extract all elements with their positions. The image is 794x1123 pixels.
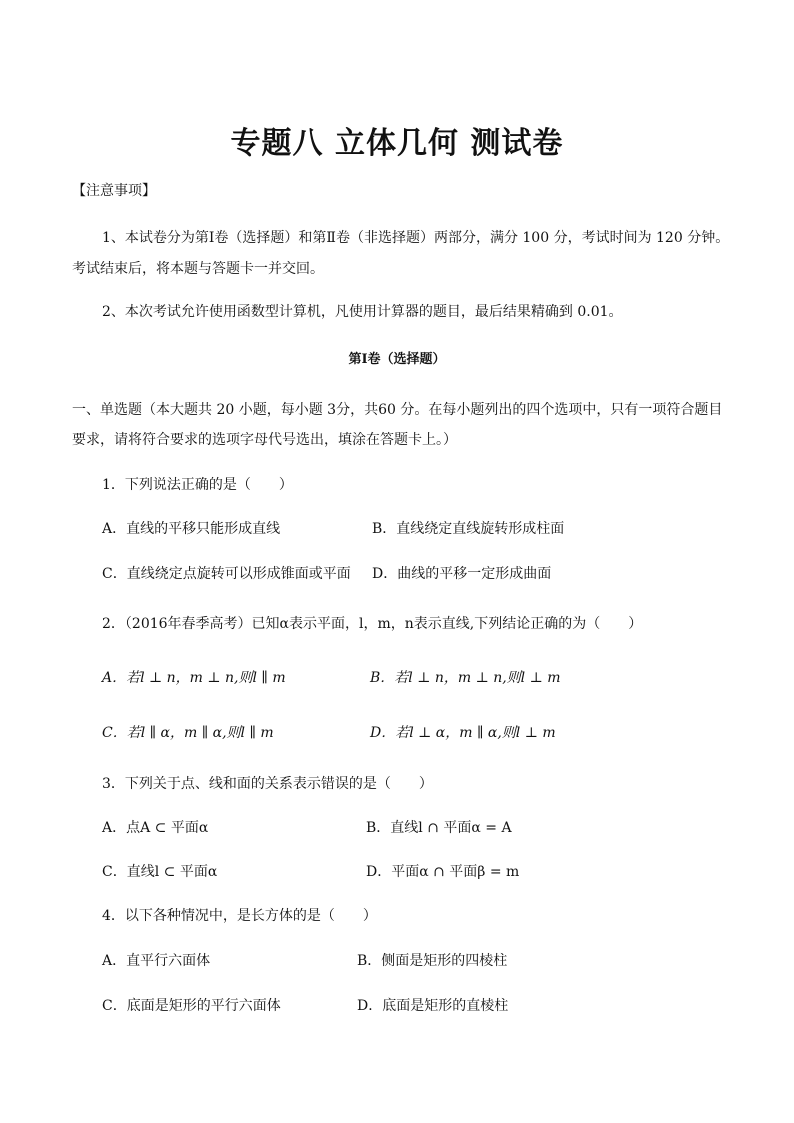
- section-instructions-line-2: 要求，请将符合要求的选项字母代号选出，填涂在答题卡上。）: [72, 432, 457, 448]
- page-title: 专题八 立体几何 测试卷: [230, 126, 564, 161]
- notice-item-1-line-2: 考试结束后，将本题与答题卡一并交回。: [72, 261, 324, 277]
- question-4-option-b: B．侧面是矩形的四棱柱: [357, 953, 508, 969]
- part-title: 第Ⅰ卷（选择题）: [348, 352, 446, 367]
- question-1-option-b: B．直线绕定直线旋转形成柱面: [372, 521, 565, 537]
- question-4-option-d: D．底面是矩形的直棱柱: [357, 998, 509, 1014]
- notice-heading: 【注意事项】: [72, 183, 156, 199]
- question-2-option-c: C．若l ∥ α，m ∥ α,则l ∥ m: [102, 725, 274, 741]
- question-4-option-a: A．直平行六面体: [102, 953, 211, 969]
- question-1-stem: 1．下列说法正确的是（ ）: [102, 477, 293, 493]
- question-4-option-c: C．底面是矩形的平行六面体: [102, 998, 281, 1014]
- question-2-option-d: D．若l ⊥ α，m ∥ α,则l ⊥ m: [370, 725, 556, 741]
- notice-item-2: 2、本次考试允许使用函数型计算机，凡使用计算器的题目，最后结果精确到 0.01。: [102, 304, 623, 320]
- question-3-stem: 3．下列关于点、线和面的关系表示错误的是（ ）: [102, 776, 433, 792]
- section-instructions-line-1: 一、单选题（本大题共 20 小题，每小题 3分，共60 分。在每小题列出的四个选项中，只有一项符合题目: [72, 402, 723, 418]
- question-3-option-d: D．平面α ∩ 平面β = m: [366, 864, 520, 880]
- question-1-option-d: D．曲线的平移一定形成曲面: [372, 566, 552, 582]
- question-3-option-c: C．直线l ⊂ 平面α: [102, 864, 218, 880]
- question-1-option-c: C．直线绕定点旋转可以形成锥面或平面: [102, 566, 351, 582]
- question-2-option-b: B．若l ⊥ n，m ⊥ n,则l ⊥ m: [370, 670, 561, 686]
- question-3-option-a: A．点A ⊂ 平面α: [102, 820, 209, 836]
- question-1-option-a: A．直线的平移只能形成直线: [102, 521, 281, 537]
- notice-item-1-line-1: 1、本试卷分为第Ⅰ卷（选择题）和第Ⅱ卷（非选择题）两部分，满分 100 分，考试时间为 120 分钟。: [102, 230, 730, 246]
- question-2-option-a: A．若l ⊥ n，m ⊥ n,则l ∥ m: [102, 670, 286, 686]
- question-3-option-b: B．直线l ∩ 平面α = A: [366, 820, 512, 836]
- question-2-stem: 2．（2016年春季高考）已知α表示平面，l，m，n表示直线,下列结论正确的为（ ）: [102, 616, 643, 632]
- question-4-stem: 4．以下各种情况中，是长方体的是（ ）: [102, 908, 377, 924]
